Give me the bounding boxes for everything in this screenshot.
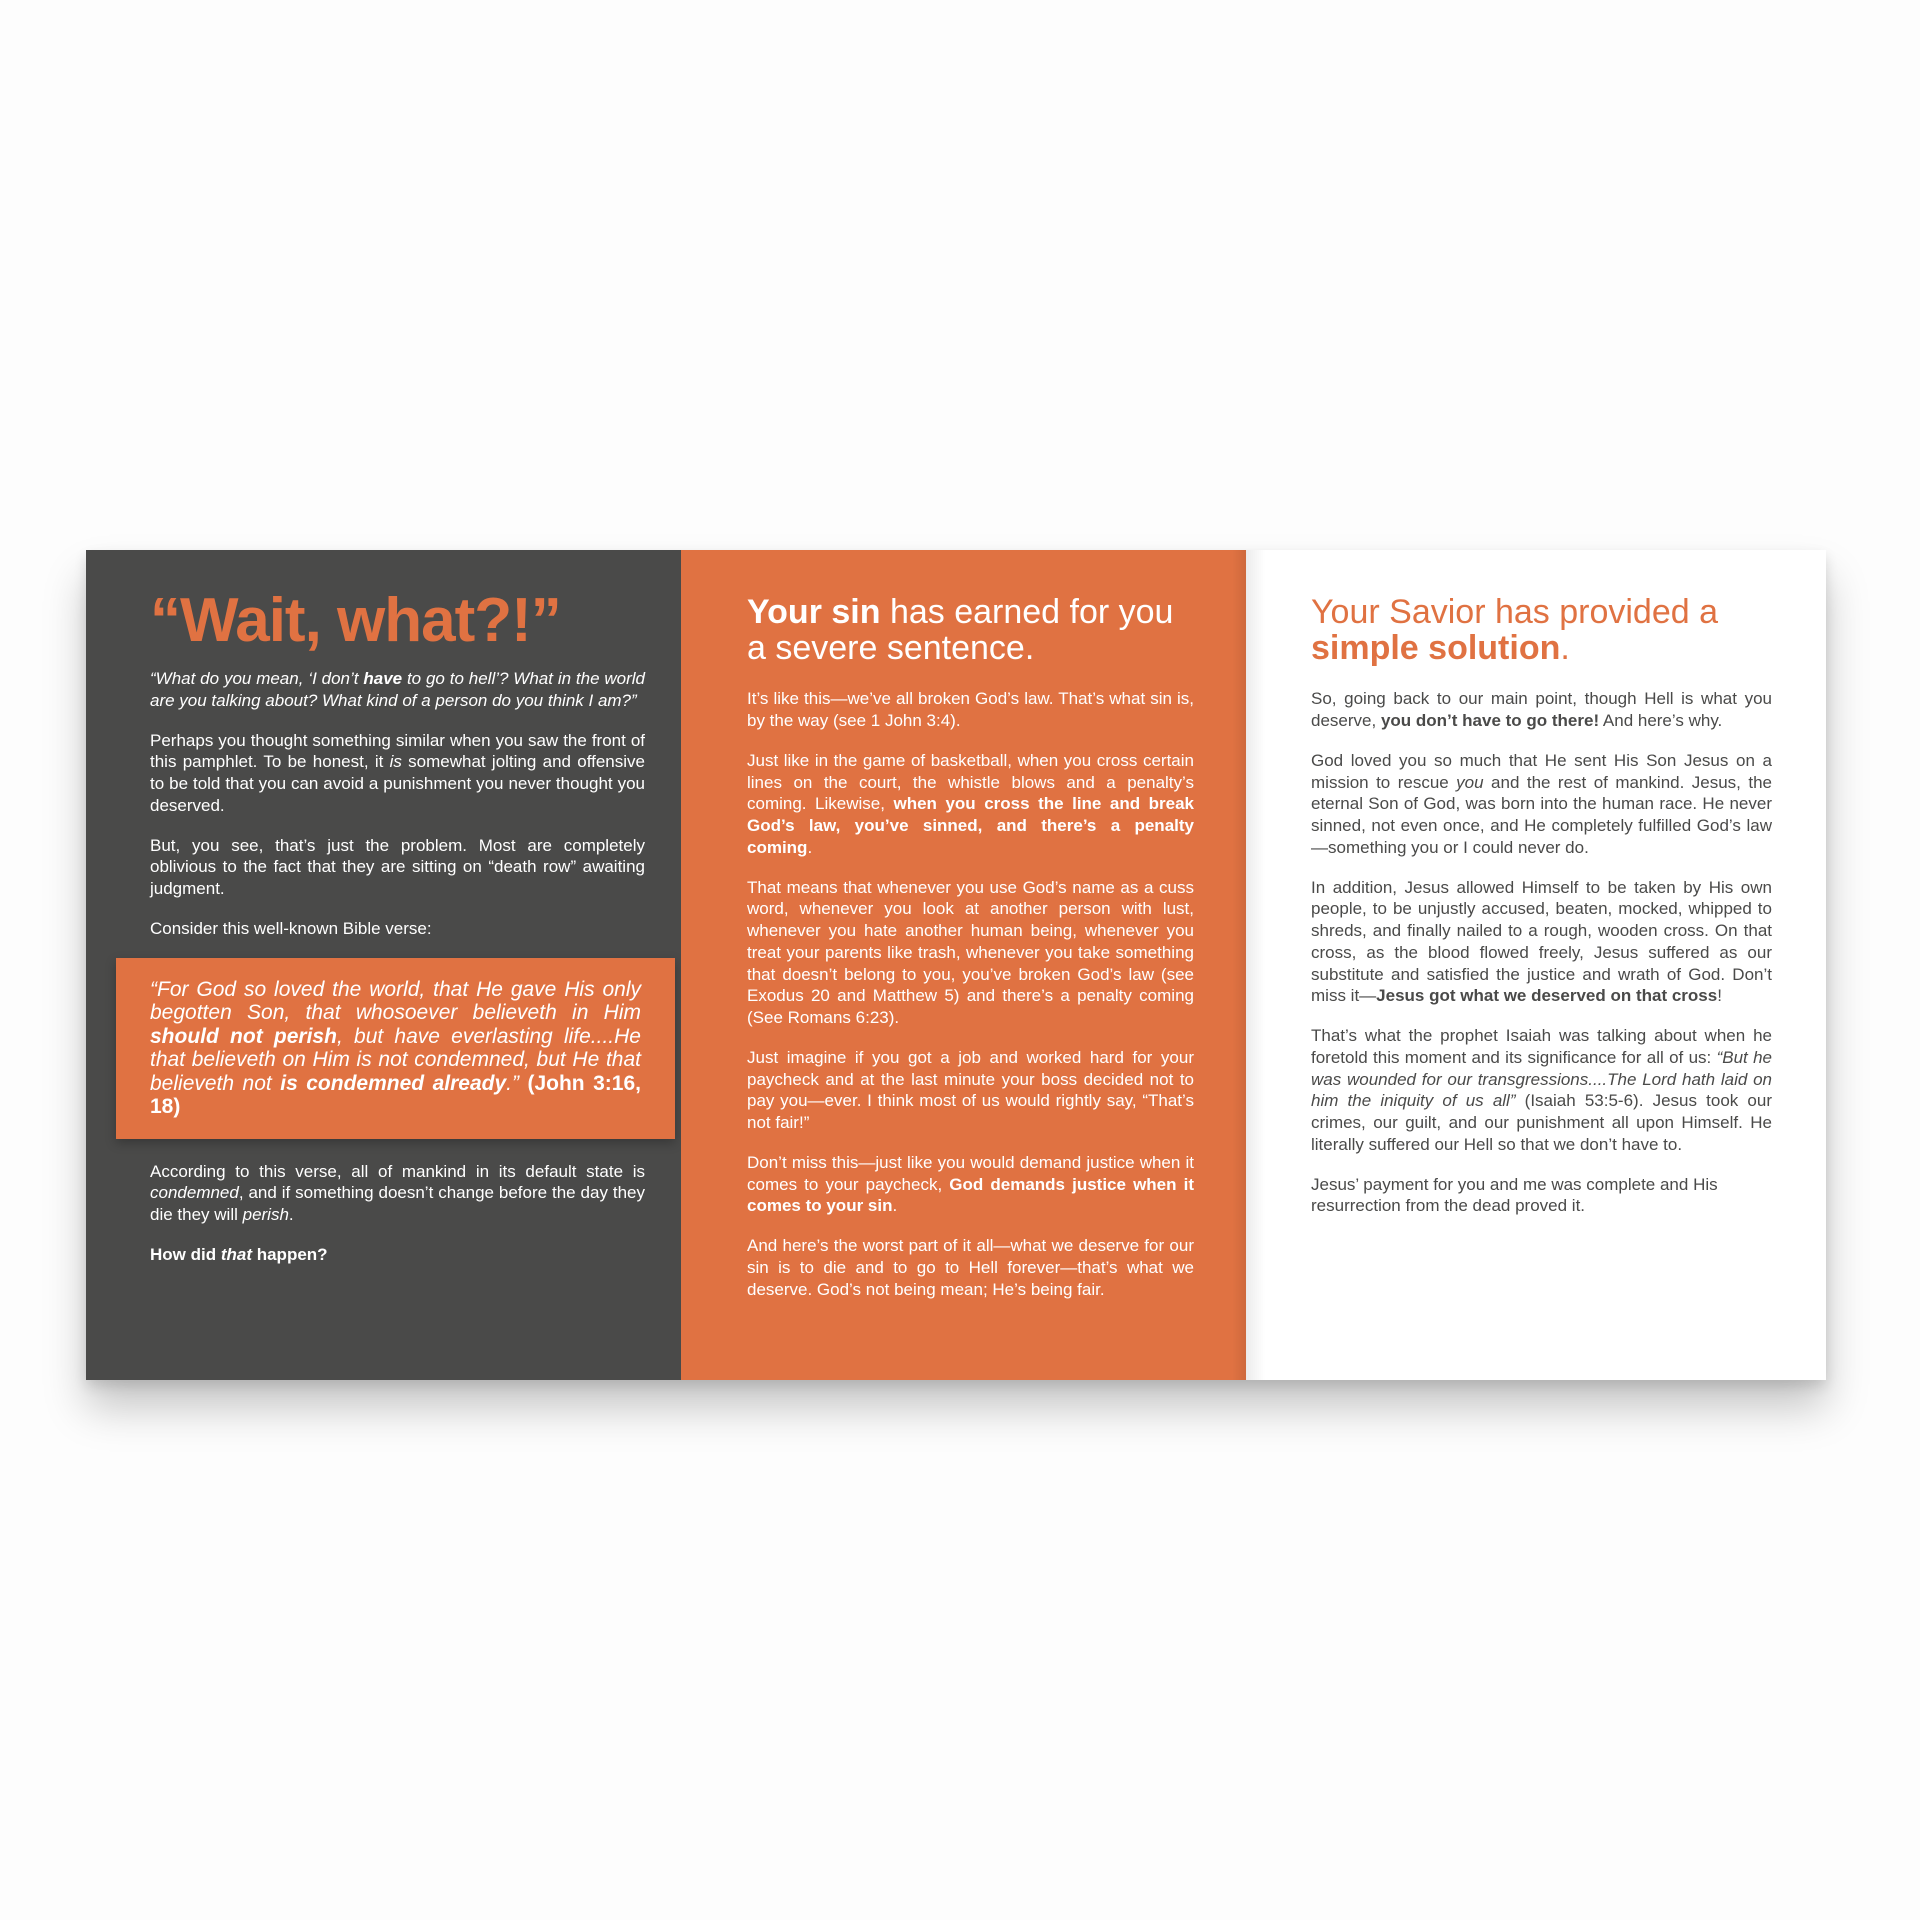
paragraph (150, 1161, 645, 1226)
verse-text: “For God so loved the world, that He gave His only begotten Son, that whosoever believeth in Him (150, 977, 641, 1025)
text-italic: that (220, 1244, 252, 1264)
paragraph (747, 1152, 1194, 1217)
heading-emphasis: simple solution (1311, 628, 1561, 667)
heading-text: . (1560, 628, 1570, 667)
closing-question (150, 1244, 645, 1266)
paragraph: Jesus’ payment for you and me was complete and His resurrection from the dead proved it. (1311, 1174, 1718, 1216)
text-run: That’s what the prophet Isaiah was talking about when he foretold this moment and its significance for all of us: (1311, 1026, 1772, 1067)
panel-headline: “Wait, what?!” (150, 586, 561, 655)
paragraph: That means that whenever you use God’s name as a cuss word, whenever you look at another person with lust, whenever you hate another human being, whenever you treat your parents like trash, whenever you take something that doesn’t belong to you, you’ve broken God’s law (see Exodus 20 and Matthew 5) and there’s a penalty coming (See Romans 6:23). (747, 877, 1194, 1028)
paragraph (1311, 877, 1772, 1008)
panel-wait-what (86, 550, 681, 1380)
text-run: In addition, Jesus allowed Himself to be taken by His own people, to be unjustly accused, beaten, mocked, whipped to shreds, and finally nailed to a rough, wooden cross. On that cross, as the blood flowed freely, Jesus suffered as our substitute and satisfied the justice and wrath of God. Don’t miss it— (1311, 877, 1772, 1006)
paragraph (1311, 750, 1772, 859)
text-run: (Isaiah 53:5-6). Jesus took our crimes, our guilt, and our punishment all upon Himself. He literally suffered our Hell so that we don’t have to. (1311, 1091, 1772, 1154)
text-italic: is (389, 752, 402, 772)
text-run: And here’s why. (1599, 711, 1723, 731)
text-run: According to this verse, all of mankind in its default state is (150, 1161, 645, 1181)
panel-your-sin (681, 550, 1246, 1380)
text-run: happen? (252, 1244, 328, 1264)
text-bold: you don’t have to go there! (1380, 711, 1600, 731)
paragraph (150, 730, 645, 817)
text-bold: when you cross the line and break God’s law, you’ve sinned, and there’s a penalty coming (747, 794, 1194, 857)
text-run: Just like in the game of basketball, when you cross certain lines on the court, the whistle blows and a penalty’s coming. Likewise, (747, 750, 1194, 814)
intro-text-end: to go to hell’? What in the world are you talking about? What kind of a person do you think I am?” (150, 669, 646, 710)
panel-simple-solution (1246, 550, 1826, 1380)
scripture-quote: “But he was wounded for our transgressions....The Lord hath laid on him the iniquity of us all” (1311, 1047, 1772, 1111)
paragraph (1311, 688, 1772, 732)
intro-emphasis: have (363, 669, 403, 688)
heading-text: has earned for you a severe sentence. (747, 593, 1174, 667)
text-run: Don’t miss this—just like you would demand justice when it comes to your paycheck, (747, 1152, 1194, 1194)
paragraph (1311, 1025, 1772, 1156)
heading-emphasis: Your sin (747, 593, 881, 631)
verse-reference: (John 3:16, 18) (150, 1071, 641, 1119)
heading-text: Your Savior has provided a (1311, 593, 1719, 631)
verse-text: .” (506, 1071, 519, 1095)
paragraph (747, 750, 1194, 859)
text-run: . (288, 1205, 294, 1225)
text-bold: God demands justice when it comes to your sin (747, 1174, 1194, 1216)
verse-emphasis: is condemned already (280, 1071, 507, 1095)
paragraph: But, you see, that’s just the problem. Most are completely oblivious to the fact that they are sitting on “death row” awaiting judgment. (150, 835, 645, 898)
tri-fold-pamphlet (86, 550, 1826, 1380)
text-bold: Jesus got what we deserved on that cross (1376, 986, 1718, 1006)
text-run: Perhaps you thought something similar when you saw the front of this pamphlet. To be honest, it (150, 730, 645, 772)
text-italic: condemned (150, 1183, 239, 1203)
text-run: and the rest of mankind. Jesus, the eternal Son of God, was born into the human race. He never sinned, not even once, and He completely fulfilled God’s law—something you or I could never do. (1311, 772, 1772, 857)
text-run: . (807, 837, 813, 857)
text-run: , and if something doesn’t change before the day they die they will (150, 1183, 645, 1225)
paragraph: And here’s the worst part of it all—what we deserve for our sin is to die and to go to Hell forever—that’s what we deserve. God’s not being mean; He’s being fair. (747, 1236, 1194, 1299)
verse-emphasis: should not perish (150, 1024, 337, 1048)
paragraph: Just imagine if you got a job and worked hard for your paycheck and at the last minute your boss decided not to pay you—ever. I think most of us would rightly say, “That’s not fair!” (747, 1047, 1194, 1133)
text-italic: you (1456, 772, 1484, 792)
intro-text: “What do you mean, ‘I don’t (150, 669, 364, 688)
bible-verse-callout (116, 958, 675, 1139)
verse-text: , but have everlasting life....He that believeth on Him is not condemned, but He that believeth not (150, 1024, 641, 1095)
intro-quote (150, 668, 645, 712)
text-run: ! (1717, 986, 1722, 1006)
verse-lead-in: Consider this well-known Bible verse: (150, 918, 432, 938)
text-run: somewhat jolting and offensive to be told that you can avoid a punishment you never thought you deserved. (150, 752, 645, 815)
text-run: God loved you so much that He sent His Son Jesus on a mission to rescue (1311, 750, 1772, 792)
text-italic: perish (242, 1205, 289, 1225)
paragraph: It’s like this—we’ve all broken God’s law. That’s what sin is, by the way (see 1 John 3:4). (747, 689, 1194, 731)
text-run: . (892, 1196, 898, 1216)
panel-heading (747, 595, 1194, 666)
panel-heading (1311, 595, 1772, 666)
bible-verse (150, 978, 641, 1119)
text-run: How did (150, 1244, 221, 1264)
text-run: So, going back to our main point, though Hell is what you deserve, (1311, 689, 1772, 731)
